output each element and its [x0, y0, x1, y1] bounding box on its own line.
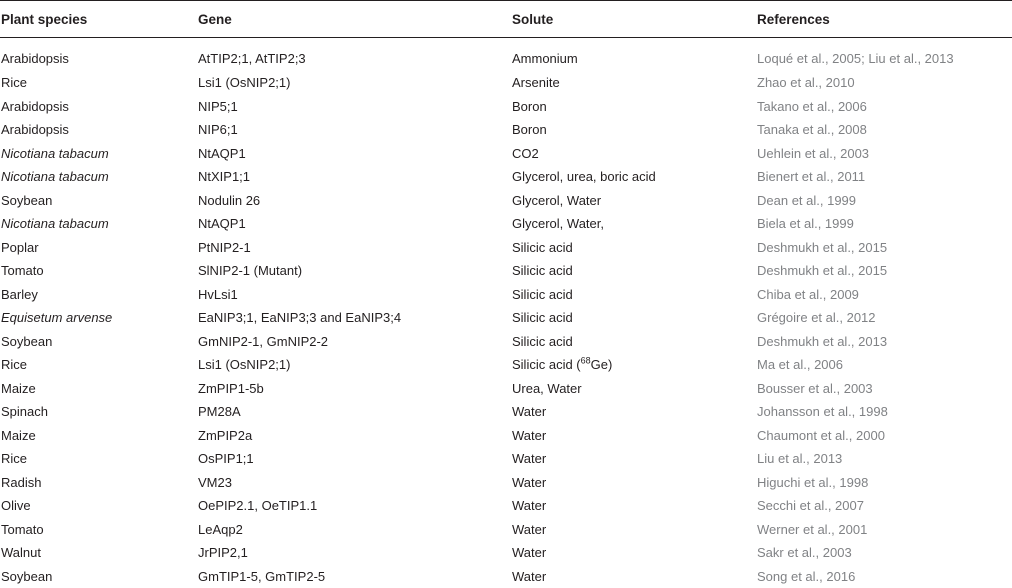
header-references: References — [756, 1, 1012, 38]
table-row — [0, 236, 1012, 260]
cell-plant-species: Olive — [0, 494, 197, 518]
table-row — [0, 71, 1012, 95]
cell-solute: Water — [511, 400, 756, 424]
cell-plant-species: Poplar — [0, 236, 197, 260]
cell-gene: NIP6;1 — [197, 118, 511, 142]
cell-solute — [511, 353, 756, 377]
cell-reference: Higuchi et al., 1998 — [756, 471, 1012, 495]
cell-solute: Water — [511, 494, 756, 518]
table-row — [0, 565, 1012, 588]
cell-reference: Loqué et al., 2005; Liu et al., 2013 — [756, 38, 1012, 72]
cell-solute: Glycerol, Water — [511, 189, 756, 213]
cell-reference: Biela et al., 1999 — [756, 212, 1012, 236]
table-row — [0, 212, 1012, 236]
cell-plant-species: Spinach — [0, 400, 197, 424]
cell-reference: Chiba et al., 2009 — [756, 283, 1012, 307]
table-row — [0, 306, 1012, 330]
cell-plant-species: Tomato — [0, 518, 197, 542]
cell-plant-species: Maize — [0, 377, 197, 401]
cell-reference: Johansson et al., 1998 — [756, 400, 1012, 424]
table-row — [0, 142, 1012, 166]
table-row — [0, 471, 1012, 495]
cell-gene: AtTIP2;1, AtTIP2;3 — [197, 38, 511, 72]
cell-plant-species: Barley — [0, 283, 197, 307]
cell-gene: OePIP2.1, OeTIP1.1 — [197, 494, 511, 518]
cell-solute: Water — [511, 447, 756, 471]
table-row — [0, 400, 1012, 424]
cell-solute: Silicic acid — [511, 306, 756, 330]
cell-gene: OsPIP1;1 — [197, 447, 511, 471]
cell-solute: Water — [511, 471, 756, 495]
cell-gene: Lsi1 (OsNIP2;1) — [197, 353, 511, 377]
cell-gene: ZmPIP2a — [197, 424, 511, 448]
cell-solute: Silicic acid — [511, 283, 756, 307]
cell-solute: Silicic acid — [511, 259, 756, 283]
header-plant-species: Plant species — [0, 1, 197, 38]
table-row — [0, 189, 1012, 213]
cell-plant-species: Arabidopsis — [0, 95, 197, 119]
cell-reference: Uehlein et al., 2003 — [756, 142, 1012, 166]
table-row — [0, 259, 1012, 283]
cell-reference: Liu et al., 2013 — [756, 447, 1012, 471]
cell-plant-species: Rice — [0, 447, 197, 471]
header-gene: Gene — [197, 1, 511, 38]
solute-text-after: Ge) — [591, 357, 613, 372]
table-row — [0, 377, 1012, 401]
table-row — [0, 165, 1012, 189]
cell-plant-species: Rice — [0, 71, 197, 95]
cell-plant-species: Nicotiana tabacum — [0, 142, 197, 166]
cell-solute: Glycerol, urea, boric acid — [511, 165, 756, 189]
table-row — [0, 283, 1012, 307]
table-body — [0, 38, 1012, 588]
cell-plant-species: Soybean — [0, 330, 197, 354]
cell-reference: Ma et al., 2006 — [756, 353, 1012, 377]
cell-gene: HvLsi1 — [197, 283, 511, 307]
table-row — [0, 424, 1012, 448]
cell-plant-species: Arabidopsis — [0, 38, 197, 72]
cell-gene: PM28A — [197, 400, 511, 424]
cell-gene: JrPIP2,1 — [197, 541, 511, 565]
cell-reference: Deshmukh et al., 2015 — [756, 236, 1012, 260]
header-row — [0, 1, 1012, 38]
cell-reference: Sakr et al., 2003 — [756, 541, 1012, 565]
cell-reference: Bousser et al., 2003 — [756, 377, 1012, 401]
cell-reference: Deshmukh et al., 2015 — [756, 259, 1012, 283]
cell-reference: Zhao et al., 2010 — [756, 71, 1012, 95]
cell-plant-species: Soybean — [0, 189, 197, 213]
cell-gene: NIP5;1 — [197, 95, 511, 119]
cell-solute: Water — [511, 518, 756, 542]
cell-solute: Boron — [511, 118, 756, 142]
cell-plant-species: Nicotiana tabacum — [0, 212, 197, 236]
table-row — [0, 541, 1012, 565]
cell-gene: NtXIP1;1 — [197, 165, 511, 189]
cell-solute: Glycerol, Water, — [511, 212, 756, 236]
cell-reference: Chaumont et al., 2000 — [756, 424, 1012, 448]
cell-reference: Deshmukh et al., 2013 — [756, 330, 1012, 354]
table-row — [0, 38, 1012, 72]
cell-solute: CO2 — [511, 142, 756, 166]
table-row — [0, 353, 1012, 377]
cell-reference: Werner et al., 2001 — [756, 518, 1012, 542]
cell-gene: VM23 — [197, 471, 511, 495]
cell-gene: NtAQP1 — [197, 142, 511, 166]
cell-plant-species: Tomato — [0, 259, 197, 283]
cell-solute: Water — [511, 541, 756, 565]
cell-gene: PtNIP2-1 — [197, 236, 511, 260]
cell-reference: Secchi et al., 2007 — [756, 494, 1012, 518]
cell-solute: Water — [511, 424, 756, 448]
cell-plant-species: Nicotiana tabacum — [0, 165, 197, 189]
header-solute: Solute — [511, 1, 756, 38]
cell-reference: Bienert et al., 2011 — [756, 165, 1012, 189]
table-row — [0, 518, 1012, 542]
cell-gene: LeAqp2 — [197, 518, 511, 542]
cell-gene: ZmPIP1-5b — [197, 377, 511, 401]
cell-plant-species: Equisetum arvense — [0, 306, 197, 330]
table-row — [0, 494, 1012, 518]
cell-solute: Silicic acid — [511, 236, 756, 260]
table-row — [0, 330, 1012, 354]
cell-gene: GmNIP2-1, GmNIP2-2 — [197, 330, 511, 354]
cell-reference: Takano et al., 2006 — [756, 95, 1012, 119]
cell-solute: Silicic acid — [511, 330, 756, 354]
cell-gene: SlNIP2-1 (Mutant) — [197, 259, 511, 283]
cell-plant-species: Walnut — [0, 541, 197, 565]
aquaporin-solute-table — [0, 1, 1012, 588]
cell-reference: Grégoire et al., 2012 — [756, 306, 1012, 330]
cell-plant-species: Radish — [0, 471, 197, 495]
table-header — [0, 1, 1012, 38]
cell-plant-species: Rice — [0, 353, 197, 377]
cell-plant-species: Soybean — [0, 565, 197, 588]
cell-solute: Boron — [511, 95, 756, 119]
isotope-superscript: 68 — [581, 356, 591, 366]
cell-gene: Lsi1 (OsNIP2;1) — [197, 71, 511, 95]
table-row — [0, 447, 1012, 471]
solute-text: Silicic acid ( — [512, 357, 581, 372]
cell-reference: Song et al., 2016 — [756, 565, 1012, 588]
cell-gene: Nodulin 26 — [197, 189, 511, 213]
table-row — [0, 95, 1012, 119]
cell-gene: NtAQP1 — [197, 212, 511, 236]
cell-solute: Arsenite — [511, 71, 756, 95]
cell-plant-species: Maize — [0, 424, 197, 448]
cell-reference: Dean et al., 1999 — [756, 189, 1012, 213]
cell-gene: EaNIP3;1, EaNIP3;3 and EaNIP3;4 — [197, 306, 511, 330]
table-row — [0, 118, 1012, 142]
cell-reference: Tanaka et al., 2008 — [756, 118, 1012, 142]
cell-solute: Water — [511, 565, 756, 588]
cell-solute: Ammonium — [511, 38, 756, 72]
cell-solute: Urea, Water — [511, 377, 756, 401]
cell-plant-species: Arabidopsis — [0, 118, 197, 142]
cell-gene: GmTIP1-5, GmTIP2-5 — [197, 565, 511, 588]
